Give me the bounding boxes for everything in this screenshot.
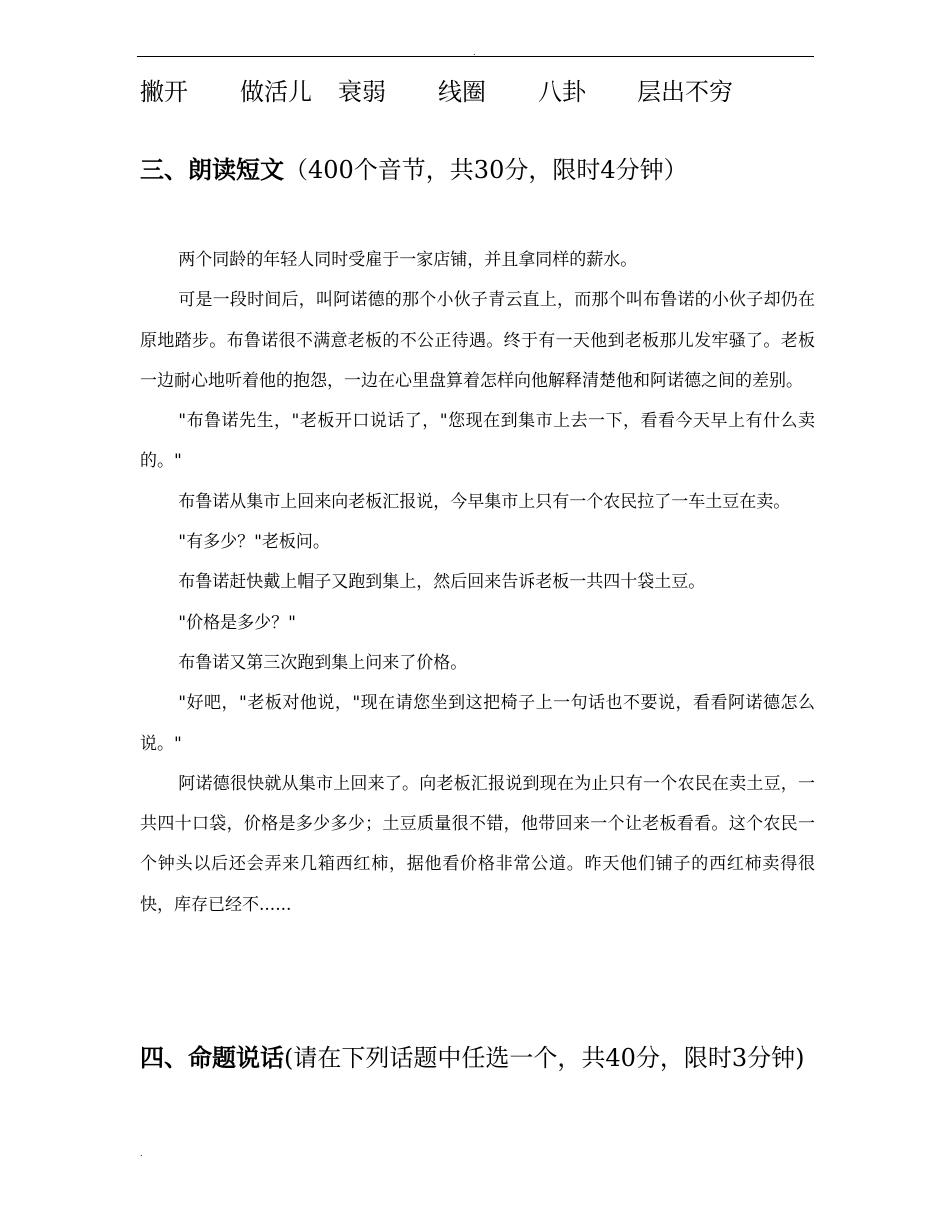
passage-paragraph: "布鲁诺先生，"老板开口说话了，"您现在到集市上去一下，看看今天早上有什么卖的。"	[140, 411, 815, 472]
passage-paragraph: 两个同龄的年轻人同时受雇于一家店铺，并且拿同样的薪水。	[178, 250, 638, 270]
word-item: 八卦	[538, 78, 586, 106]
header-dot: .	[473, 48, 476, 57]
footer-dot: .	[140, 1149, 143, 1158]
section-3-title: 三、朗读短文	[140, 156, 284, 184]
passage-paragraph: 阿诺德很快就从集市上回来了。向老板汇报说到现在为止只有一个农民在卖土豆，一共四十口袋，价格是多少多少；土豆质量很不错，他带回来一个让老板看看。这个农民一个钟头以后还会弄来几箱西红柿，据他看价格非常公道。昨天他们铺子的西红柿卖得很快，库存已经不......	[140, 773, 815, 915]
section-3-note: （400个音节，共30分，限时4分钟）	[284, 156, 688, 184]
section-4-heading	[140, 1038, 820, 1078]
section-4-note: (请在下列话题中任选一个，共40分，限时3分钟)	[284, 1044, 805, 1072]
word-item: 线圈	[438, 78, 486, 106]
passage-paragraph: "好吧，"老板对他说，"现在请您坐到这把椅子上一句话也不要说，看看阿诺德怎么说。"	[140, 693, 815, 754]
word-item: 撇开	[140, 78, 188, 106]
reading-passage	[140, 240, 815, 925]
section-4-title: 四、命题说话	[140, 1044, 284, 1072]
word-item: 做活儿	[240, 78, 312, 106]
passage-paragraph: 可是一段时间后，叫阿诺德的那个小伙子青云直上，而那个叫布鲁诺的小伙子却仍在原地踏步。布鲁诺很不满意老板的不公正待遇。终于有一天他到老板那儿发牢骚了。老板一边耐心地听着他的抱怨，一边在心里盘算着怎样向他解释清楚他和阿诺德之间的差别。	[140, 290, 815, 391]
word-list-row	[0, 72, 950, 112]
section-3-heading	[140, 150, 820, 190]
passage-paragraph: "有多少？"老板问。	[178, 532, 330, 553]
passage-paragraph: 布鲁诺赶快戴上帽子又跑到集上，然后回来告诉老板一共四十袋土豆。	[178, 572, 706, 593]
word-item: 层出不穷	[637, 78, 733, 106]
word-item: 衰弱	[338, 78, 386, 106]
header-rule	[137, 56, 814, 57]
passage-paragraph: 布鲁诺又第三次跑到集上问来了价格。	[178, 652, 468, 673]
passage-paragraph: "价格是多少？"	[178, 612, 296, 633]
passage-paragraph: 布鲁诺从集市上回来向老板汇报说，今早集市上只有一个农民拉了一车土豆在卖。	[178, 491, 791, 512]
